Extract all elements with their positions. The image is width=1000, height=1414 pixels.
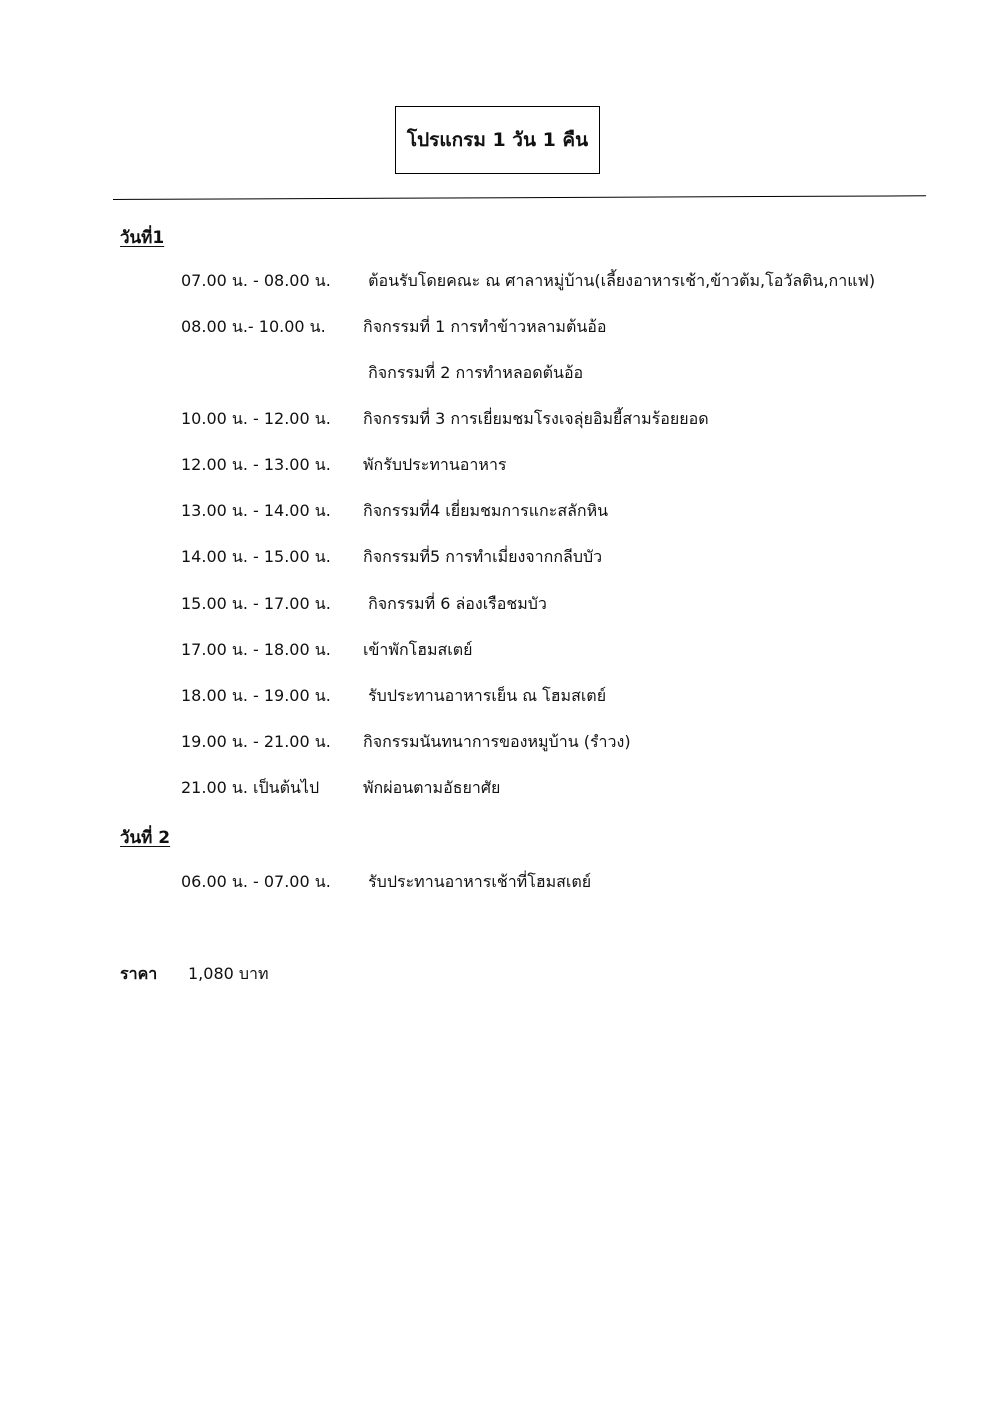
schedule-time: 07.00 น. - 08.00 น. xyxy=(181,270,331,290)
schedule-activity: รับประทานอาหารเย็น ณ โฮมสเตย์ xyxy=(363,685,607,705)
schedule-activity: เข้าพักโฮมสเตย์ xyxy=(363,639,473,659)
schedule-time: 06.00 น. - 07.00 น. xyxy=(181,871,331,891)
schedule-row xyxy=(181,544,602,570)
schedule-activity: พักผ่อนตามอัธยาศัย xyxy=(363,777,501,797)
price-line xyxy=(120,962,269,987)
day1-heading: วันที่1 xyxy=(120,228,165,248)
schedule-row xyxy=(181,268,875,294)
schedule-activity: กิจกรรมที่ 2 การทำหลอดต้นอ้อ xyxy=(363,362,584,382)
schedule-time: 15.00 น. - 17.00 น. xyxy=(181,593,331,613)
schedule-activity: ต้อนรับโดยคณะ ณ ศาลาหมู่บ้าน(เลี้ยงอาหารเช้า,ข้าวต้ม,โอวัลติน,กาแฟ) xyxy=(363,270,876,290)
schedule-row xyxy=(181,452,507,478)
schedule-activity: กิจกรรมที่ 6 ล่องเรือชมบัว xyxy=(363,593,547,613)
schedule-row xyxy=(181,729,631,755)
schedule-activity: กิจกรรมที่5 การทำเมี่ยงจากกลีบบัว xyxy=(363,546,603,566)
price-value: 1,080 บาท xyxy=(188,964,269,983)
schedule-activity: กิจกรรมที่4 เยี่ยมชมการแกะสลักหิน xyxy=(363,500,609,520)
schedule-time: 13.00 น. - 14.00 น. xyxy=(181,500,331,520)
page-title: โปรแกรม 1 วัน 1 คืน xyxy=(406,129,589,151)
schedule-time: 12.00 น. - 13.00 น. xyxy=(181,454,331,474)
schedule-row xyxy=(181,775,500,801)
schedule-time: 10.00 น. - 12.00 น. xyxy=(181,408,331,428)
schedule-row xyxy=(181,591,547,617)
schedule-row xyxy=(181,498,608,524)
schedule-row xyxy=(181,637,473,663)
schedule-time: 08.00 น.- 10.00 น. xyxy=(181,316,326,336)
schedule-row xyxy=(181,683,606,709)
schedule-time: 14.00 น. - 15.00 น. xyxy=(181,546,331,566)
price-label: ราคา xyxy=(120,964,158,983)
schedule-activity: รับประทานอาหารเช้าที่โฮมสเตย์ xyxy=(363,871,592,891)
schedule-row xyxy=(181,360,583,386)
horizontal-divider xyxy=(113,195,926,200)
schedule-time: 17.00 น. - 18.00 น. xyxy=(181,639,331,659)
schedule-activity: กิจกรรมที่ 3 การเยี่ยมชมโรงเจลุ่ยอิมยี้สามร้อยยอด xyxy=(363,408,709,428)
schedule-time: 21.00 น. เป็นต้นไป xyxy=(181,777,320,797)
schedule-row xyxy=(181,869,591,895)
schedule-time: 19.00 น. - 21.00 น. xyxy=(181,731,331,751)
title-box xyxy=(395,106,600,174)
schedule-row xyxy=(181,314,607,340)
schedule-activity: กิจกรรมนันทนาการของหมูบ้าน (รำวง) xyxy=(363,731,631,751)
schedule-activity: กิจกรรมที่ 1 การทำข้าวหลามต้นอ้อ xyxy=(363,316,607,336)
schedule-row xyxy=(181,406,709,432)
day2-heading: วันที่ 2 xyxy=(120,828,171,848)
schedule-time: 18.00 น. - 19.00 น. xyxy=(181,685,331,705)
schedule-activity: พักรับประทานอาหาร xyxy=(363,454,507,474)
